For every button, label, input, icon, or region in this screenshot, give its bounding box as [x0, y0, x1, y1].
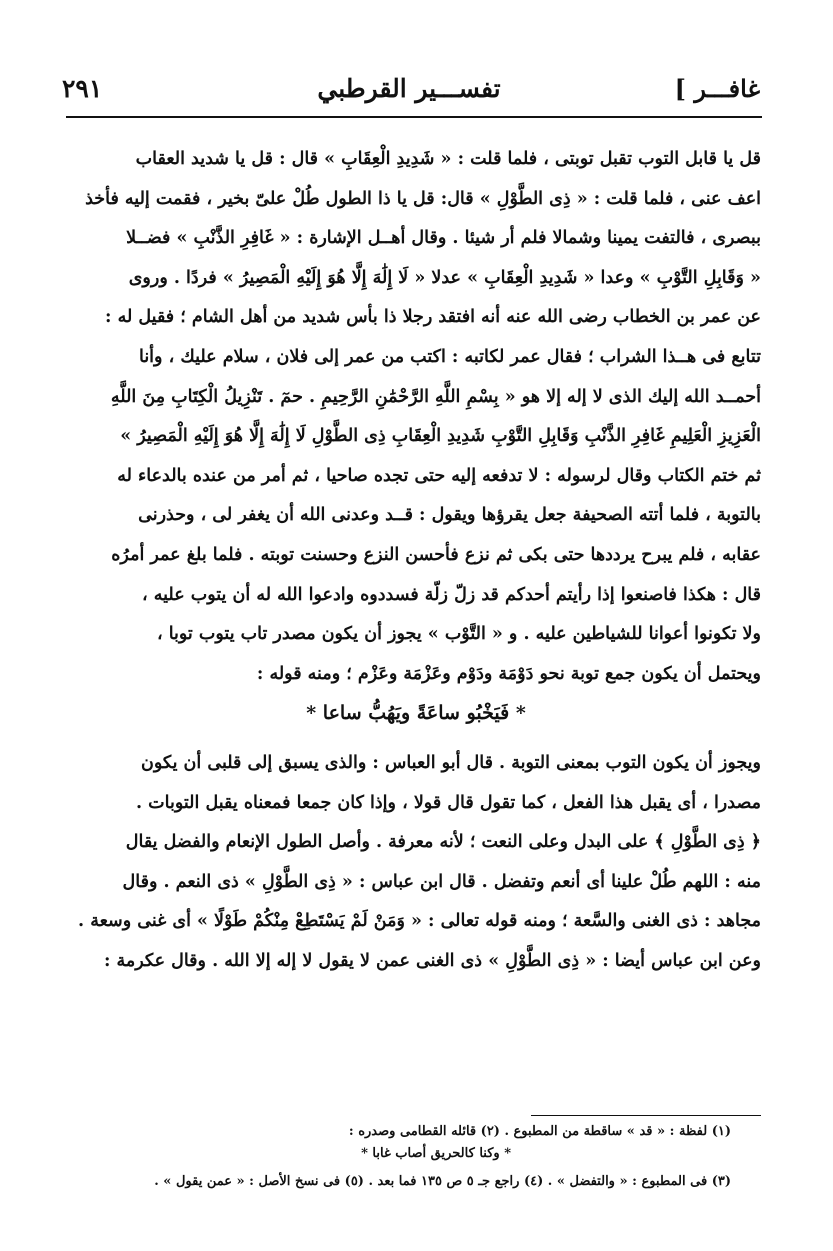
text-line: بالتوبة ، فلما أتته الصحيفة جعل يقرؤها ويقول : قــد وعدنى الله أن يغفر لى ، وحذرنى: [138, 505, 761, 526]
text-line: ببصرى ، فالتفت يمينا وشمالا فلم أر شيئا . وقال أهــل الإشارة : « غَافِرِ الذَّنْبِ » فضــلا: [126, 228, 761, 249]
text-line: مصدرا ، أى يقبل هذا الفعل ، كما تقول قال قولا ، وإذا كان جمعا فمعناه يقبل التوبات .: [136, 792, 761, 813]
book-title: تفســـير القرطبي: [317, 74, 501, 103]
page-number: ٢٩١: [62, 74, 103, 103]
text-line: ويجوز أن يكون التوب بمعنى التوبة . قال أبو العباس : والذى يسبق إلى قلبى أن يكون: [141, 752, 761, 773]
text-line: وعن ابن عباس أيضا : « ذِى الطَّوْلِ » ذى الغنى عمن لا يقول لا إله إلا الله . وقال عكرمة :: [103, 950, 761, 971]
text-line: مجاهد : ذى الغنى والسَّعة ؛ ومنه قوله تعالى : « وَمَنْ لَمْ يَسْتَطِعْ مِنْكُمْ طَوْلًا » أى غنى وسعة .: [78, 911, 761, 932]
text-line: عن عمر بن الخطاب رضى الله عنه أنه افتقد رجلا ذا بأس شديد من أهل الشام ؛ فقيل له :: [105, 307, 761, 328]
text-line: ولا تكونوا أعوانا للشياطين عليه . و « التَّوْب » يجوز أن يكون مصدر تاب يتوب توبا ،: [156, 624, 761, 645]
footnote-rule: [531, 1115, 761, 1116]
text-line: « وَقَابِلِ التَّوْبِ » وعدا « شَدِيدِ الْعِقَابِ » عدلا « لَا إِلَٰهَ إِلَّا هُوَ إِلَيْهِ الْمَصِيرُ » فردًا . وروى: [128, 267, 761, 288]
text-line: منه : اللهم طُلْ علينا أى أنعم وتفضل . قال ابن عباس : « ذِى الطَّوْلِ » ذى النعم . وقال: [122, 871, 761, 892]
text-line: قال : هكذا فاصنعوا إذا رأيتم أحدكم قد زلّ زلّة فسددوه وادعوا الله له أن يتوب عليه ،: [142, 584, 761, 605]
page-header: [58, 74, 760, 114]
footnote-line: (٣) فى المطبوع : « والتفضل » . (٤) راجع جـ ٥ ص ١٣٥ فما بعد . (٥) فى نسخ الأصل : « عمن يقول » .: [154, 1174, 731, 1189]
text-line: ويحتمل أن يكون جمع توبة نحو دَوْمَة ودَوْم وعَزْمَة وعَزْم ؛ ومنه قوله :: [256, 663, 761, 684]
surah-name: غافـــر ]: [674, 74, 760, 103]
header-rule: [66, 116, 762, 118]
text-line: تتابع فى هــذا الشراب ؛ فقال عمر لكاتبه : اكتب من عمر إلى فلان ، سلام عليك ، وأنا: [138, 346, 761, 367]
text-line: قل يا قابل التوب تقبل توبتى ، فلما قلت : « شَدِيدِ الْعِقَابِ » قال : قل يا شديد العقاب: [135, 149, 761, 169]
footnote-line: (١) لفظة : « قد » ساقطة من المطبوع . (٢) قائله القطامى وصدره :: [348, 1124, 731, 1139]
text-line: ﴿ ذِى الطَّوْلِ ﴾ على البدل وعلى النعت ؛ لأنه معرفة . وأصل الطول الإنعام والفضل يقال: [125, 832, 761, 853]
text-line: ثم ختم الكتاب وقال لرسوله : لا تدفعه إليه حتى تجده صاحيا ، ثم أمر من عنده بالدعاء له: [117, 465, 761, 486]
text-line: اعف عنى ، فلما قلت : « ذِى الطَّوْلِ » قال: قل يا ذا الطول طُلْ علىّ بخير ، فقمت إليه فأخذ: [85, 188, 761, 209]
text-line: الْعَزِيزِ الْعَلِيمِ غَافِرِ الذَّنْبِ وَقَابِلِ التَّوْبِ شَدِيدِ الْعِقَابِ ذِى الطَّوْلِ لَا إِلَٰهَ إِلَّا هُوَ إِلَيْهِ الْمَصِيرُ »: [120, 426, 761, 447]
footnotes: [71, 1121, 761, 1193]
poetry-verse: * فَيَخْبُو ساعَةً ويَهُبُّ ساعا *: [306, 702, 526, 725]
text-line: عقابه ، فلم يبرح يرددها حتى بكى ثم نزع فأحسن النزع وحسنت توبته . فلما بلغ عمر أمرُه: [111, 544, 761, 565]
body-text: [71, 140, 761, 981]
footnote-verse: * وكنا كالحريق أصاب غابا *: [361, 1146, 511, 1161]
text-line: أحمــد الله إليك الذى لا إله إلا هو « بِسْمِ اللَّهِ الرَّحْمَٰنِ الرَّحِيمِ . حمٓ . تَنْزِيلُ الْكِتَابِ مِنَ اللَّهِ: [110, 386, 761, 407]
